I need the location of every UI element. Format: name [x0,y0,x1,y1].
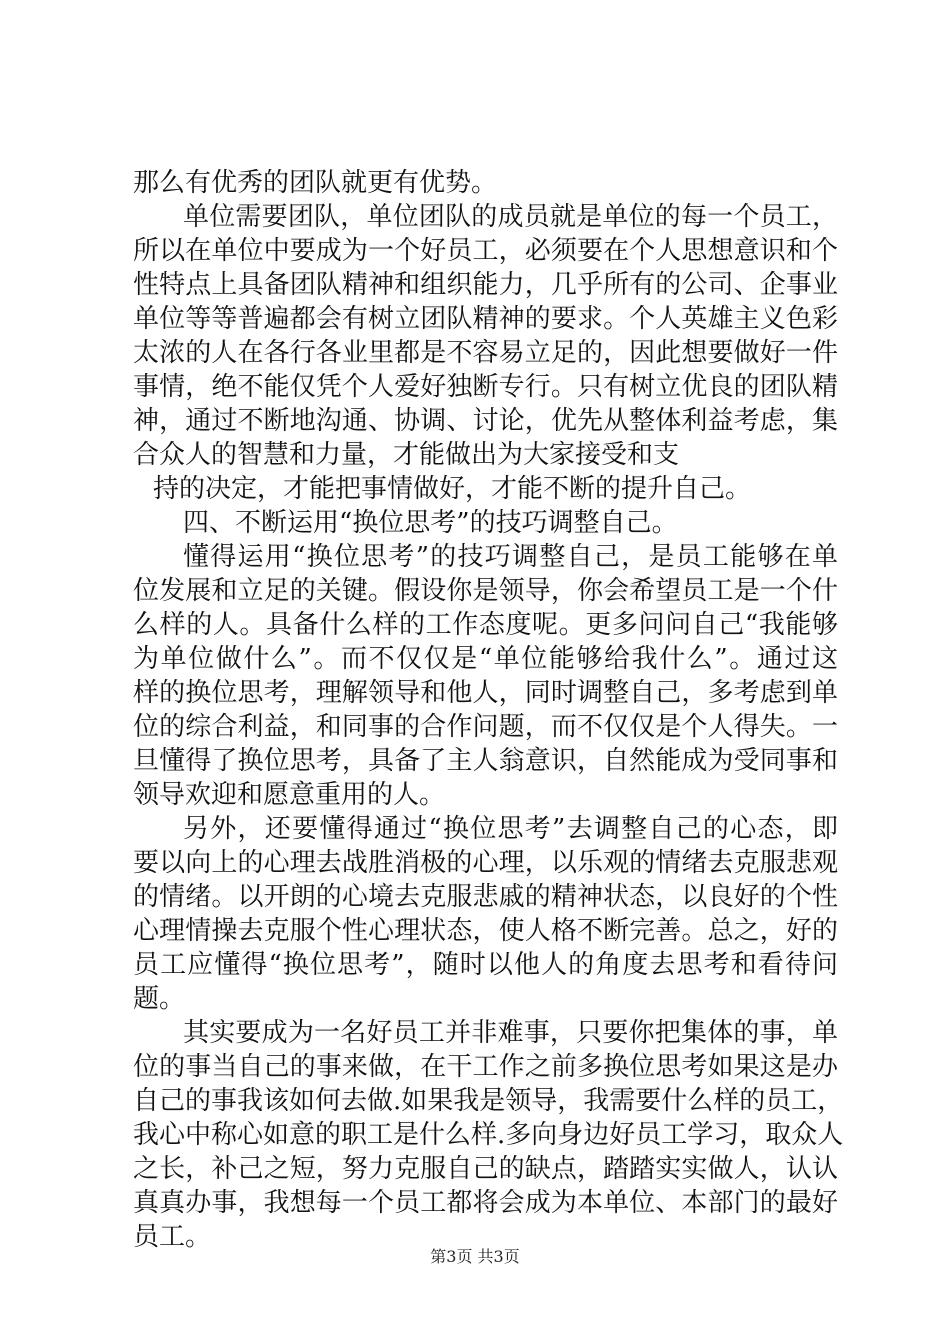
text-line: 神，通过不断地沟通、协调、讨论，优先从整体利益考虑，集 [133,406,838,436]
paragraph [133,472,838,506]
text-line: 员工。 [133,1222,212,1252]
paragraph [133,540,838,812]
text-line: 另外，还要懂得通过“换位思考”去调整自己的心态，即 [183,814,838,844]
page-number-footer: 第3页 共3页 [430,1247,520,1266]
text-line: 四、不断运用“换位思考”的技巧调整自己。 [183,508,678,538]
text-line: 旦懂得了换位思考，具备了主人翁意识，自然能成为受同事和 [133,746,838,776]
text-line: 所以在单位中要成为一个好员工，必须要在个人思想意识和个 [133,236,838,266]
text-line: 其实要成为一名好员工并非难事，只要你把集体的事，单 [183,1018,838,1048]
text-line: 之长，补己之短，努力克服自己的缺点，踏踏实实做人，认认 [133,1154,838,1184]
text-line: 我心中称心如意的职工是什么样.多向身边好员工学习，取众人 [133,1120,844,1150]
text-line: 那么有优秀的团队就更有优势。 [133,168,498,198]
text-line: 领导欢迎和愿意重用的人。 [133,780,446,810]
text-line: 单位需要团队，单位团队的成员就是单位的每一个员工， [183,202,838,232]
text-line: 事情，绝不能仅凭个人爱好独断专行。只有树立优良的团队精 [133,372,838,402]
text-line: 员工应懂得“换位思考”，随时以他人的角度去思考和看待问 [133,950,838,980]
text-line: 样的换位思考，理解领导和他人，同时调整自己，多考虑到单 [133,678,838,708]
text-line: 自己的事我该如何去做.如果我是领导，我需要什么样的员工， [133,1086,844,1116]
text-line: 性特点上具备团队精神和组织能力，几乎所有的公司、企事业 [133,270,838,300]
text-line: 位发展和立足的关键。假设你是领导，你会希望员工是一个什 [133,576,838,606]
text-line: 真真办事，我想每一个员工都将会成为本单位、本部门的最好 [133,1188,838,1218]
text-line: 持的决定，才能把事情做好，才能不断的提升自己。 [153,474,752,504]
text-line: 心理情操去克服个性心理状态，使人格不断完善。总之，好的 [133,916,838,946]
text-line: 要以向上的心理去战胜消极的心理，以乐观的情绪去克服悲观 [133,848,838,878]
text-line: 合众人的智慧和力量，才能做出为大家接受和支 [133,440,680,470]
paragraph [133,812,838,1016]
paragraph [133,200,838,472]
paragraph [133,1016,844,1254]
text-line: 位的综合利益，和同事的合作问题，而不仅仅是个人得失。一 [133,712,838,742]
text-line: 的情绪。以开朗的心境去克服悲戚的精神状态，以良好的个性 [133,882,838,912]
text-line: 懂得运用“换位思考”的技巧调整自己，是员工能够在单 [183,542,838,572]
text-line: 题。 [133,984,186,1014]
paragraph [133,166,838,200]
text-line: 位的事当自己的事来做，在干工作之前多换位思考如果这是办 [133,1052,838,1082]
section-heading [133,506,838,540]
document-body [133,166,844,1254]
text-line: 为单位做什么”。而不仅仅是“单位能够给我什么”。通过这 [133,644,838,674]
text-line: 么样的人。具备什么样的工作态度呢。更多问问自己“我能够 [133,610,838,640]
text-line: 单位等等普遍都会有树立团队精神的要求。个人英雄主义色彩 [133,304,838,334]
text-line: 太浓的人在各行各业里都是不容易立足的，因此想要做好一件 [133,338,838,368]
